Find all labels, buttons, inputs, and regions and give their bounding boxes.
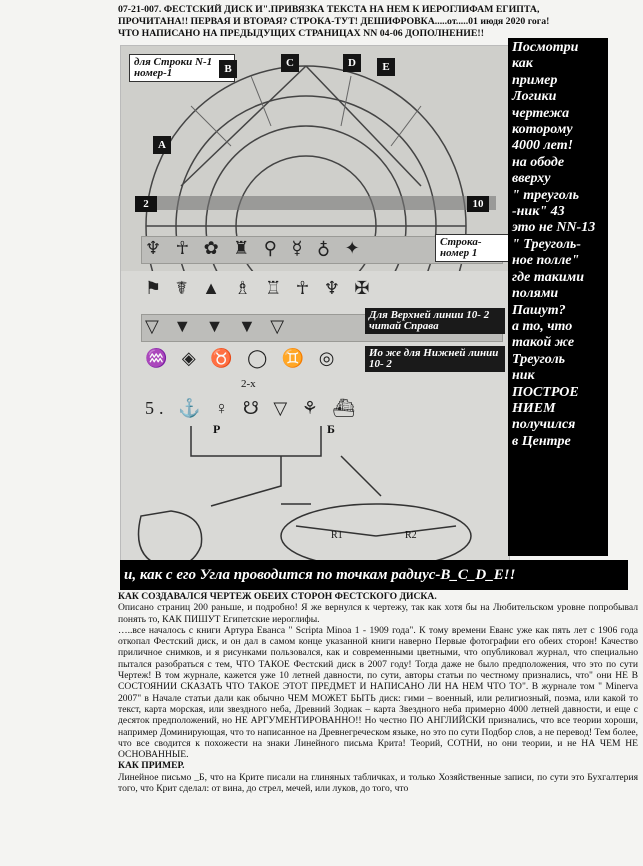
side-line: а то, что	[512, 318, 573, 334]
letter-e: E	[377, 58, 395, 76]
mark-b: Б	[327, 422, 335, 436]
side-line: 4000 лет!	[512, 138, 574, 154]
side-line: " треуголь	[512, 187, 579, 203]
glyph-row-2: ⚑ ☤ ▲ ♗ ♖ ☥ ♆ ✠	[145, 278, 375, 298]
side-note	[508, 38, 608, 556]
side-line: ПОСТРОЕ	[512, 384, 579, 400]
side-line: пример	[512, 72, 558, 88]
side-line: где такими	[512, 269, 584, 285]
disc-diagram-photo	[120, 45, 510, 567]
side-line: ник	[512, 368, 535, 384]
side-line: полями	[512, 286, 559, 302]
radius-construction-sketch-icon	[121, 416, 509, 567]
header-line-2: ПРОЧИТАНА!! ПЕРВАЯ И ВТОРАЯ? СТРОКА-ТУТ! ДЕШИФРОВКА.....от.....01 июдя 2020 гога!	[118, 16, 550, 27]
header-line-1: 07-21-007. ФЕСТСКИЙ ДИСК И".ПРИВЯЗКА ТЕКСТА НА НЕМ К ИЕРОГЛИФАМ ЕГИПТА,	[118, 4, 540, 15]
letter-b: B	[219, 60, 237, 78]
page-header	[118, 4, 643, 40]
caption-banner: и, как с его Угла проводится по точкам радиус-В_С_D_Е!!	[120, 560, 628, 590]
mark-r2: R2	[405, 530, 417, 541]
label-lower-line: Ио же для Нижней линии 10- 2	[365, 346, 505, 372]
side-line: ное полле"	[512, 253, 580, 269]
letter-d: D	[343, 54, 361, 72]
mark-p: Р	[213, 422, 221, 436]
number-left: 2	[135, 196, 157, 212]
glyph-row-1: ♆ ☥ ✿ ♜ ⚲ ☿ ♁ ✦	[145, 238, 365, 258]
side-line: вверху	[512, 171, 551, 187]
side-line: в Центре	[512, 433, 571, 449]
glyph-row-3: ▽ ▼ ▼ ▼ ▽	[145, 316, 290, 336]
mark-2x: 2-х	[241, 378, 256, 390]
side-line: Треуголь	[512, 351, 566, 367]
paragraph-1: Описано страниц 200 раньше, и подробно! Я же вернулся к чертежу, так как хотя бы на Любительском уровне попробывал понять то, КАК ПИШУТ Египетские иероглифы.	[118, 602, 638, 625]
label-upper-line: Для Верхней линии 10- 2 читай Справа	[365, 308, 505, 334]
label-rows: для Строки N-1 номер-1	[129, 54, 235, 82]
side-line: на ободе	[512, 154, 565, 170]
article-title: КАК СОЗДАВАЛСЯ ЧЕРТЕЖ ОБЕИХ СТОРОН ФЕСТСКОГО ДИСКА.	[118, 591, 437, 602]
article-body	[118, 591, 638, 794]
side-line: чертежа	[512, 105, 570, 121]
side-line: -ник" 43	[512, 204, 565, 220]
paragraph-2: …..все началось с книги Артура Еванса " Scripta Minoa 1 - 1909 года". К тому времени Еванс уже как пять лет с 1906 года откопал Фестский диск, и он дал в самом конце указанной книги наверно Первые фотографии его обеих сторон! Качество приличное снимков, и я рисунками пользовался, как и современными цветными, что опубликовал журнал, что специально пытался разобраться с тем, ЧТО ТАКОЕ Фестский диск в 2007 году! Тогда даже не было предположения, что это по сути Чертеж! В том журнале, кажется уже 10 летней давности, по сути, авторы статьи по честному признались, что" они НЕ В СОСТОЯНИИ СКАЗАТЬ ЧТО ТАКОЕ ЭТОТ ПРЕДМЕТ И НАПИСАНО ЛИ НА НЕМ ЧТО ТО". В журнале том " Minerva 2007" в Начале статьи дали как обычно ЧЕМ МОЖЕТ БЫТЬ диск: гими – военный, или религиозный, поэма, или какой то текст, карта морская, или звездного неба, Древний Зодиак – карта Звездного неба примерно 4000 летней давности, и еще с десяток предположений, но НЕ АРГУМЕНТИРОВАННО!! Но честно ПО АНГЛИЙСКИ признались, что все теории хороши, например Доминирующая, что то написанное на Древнегреческом языке, но это по сути Подбор слов, а не перевод! Тем более, что все сводится к похожести на знаки Линейного письма Крита! Теорий, СОТНИ, но они теории, и не НА ЧЕМ НЕ ОСНОВАННЫЕ.	[118, 624, 638, 761]
header-line-3: ЧТО НАПИСАНО НА ПРЕДЫДУЩИХ СТРАНИЦАХ NN 04-06 ДОПОЛНЕНИЕ!!	[118, 28, 484, 39]
side-line: Посмотри	[512, 40, 579, 55]
side-line: Пашут?	[512, 302, 566, 318]
letter-a: А	[153, 136, 171, 154]
example-heading: КАК ПРИМЕР.	[118, 760, 185, 772]
side-line: это не NN-13	[512, 220, 596, 236]
side-line: такой же	[512, 335, 575, 351]
label-stroka: Строка-номер 1	[435, 234, 509, 262]
letter-c: C	[281, 54, 299, 72]
mark-r1: R1	[331, 530, 343, 541]
side-line: НИЕМ	[512, 400, 556, 416]
side-line: как	[512, 56, 533, 72]
side-line: которому	[512, 122, 573, 138]
side-line: получился	[512, 417, 576, 433]
paragraph-3: Линейное письмо _Б, что на Крите писали на глиняных табличках, и только Хозяйственные записи, по сути это Бухгалтерия того, что Крит сделал: от вина, до стрел, мечей, или луков, до того, что	[118, 771, 638, 795]
glyph-row-4: ♒ ◈ ♉ ◯ ♊ ◎	[145, 348, 340, 368]
glyph-row-5: 5. ⚓ ♀ ☋ ▽ ⚘ ⛴	[145, 398, 361, 418]
side-line: Логики	[512, 89, 557, 105]
mark-5: 5.	[145, 398, 169, 418]
number-right: 10	[467, 196, 489, 212]
side-line: " Треуголь-	[512, 236, 581, 252]
